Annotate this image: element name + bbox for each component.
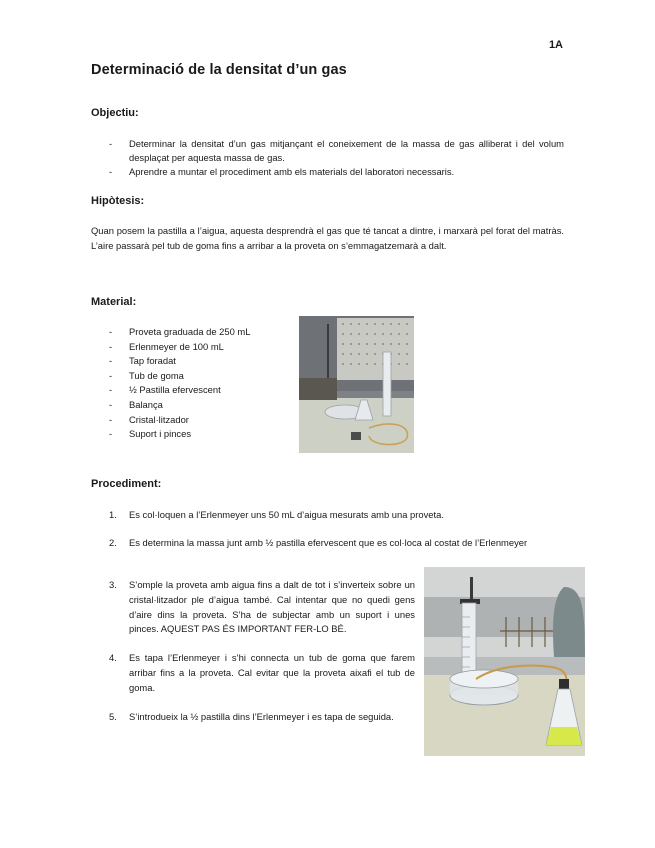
procediment-list-narrow (91, 578, 415, 724)
step-number: 5. (109, 710, 117, 722)
procediment-list-wide (91, 508, 564, 550)
list-item: - Erlenmeyer de 100 mL (91, 340, 291, 355)
list-item: - Cristal·litzador (91, 413, 291, 428)
list-item: - Aprendre a muntar el procediment amb els materials del laboratori necessaris. (91, 165, 564, 179)
list-item: - Balança (91, 398, 291, 413)
page-number: 1A (548, 39, 563, 51)
hipotesis-heading: Hipòtesis: (91, 195, 145, 207)
step-item (91, 508, 564, 522)
list-item: - ½ Pastilla efervescent (91, 383, 291, 398)
list-item: - Tub de goma (91, 369, 291, 384)
step-text: S’introdueix la ½ pastilla dins l’Erlenmeyer i es tapa de seguida. (129, 710, 394, 722)
list-item: - Suport i pinces (91, 427, 291, 442)
list-item: - Proveta graduada de 250 mL (91, 325, 291, 340)
step-number: 1. (109, 509, 117, 520)
procediment-heading: Procediment: (91, 478, 162, 490)
material-heading: Material: (91, 296, 137, 308)
setup-photo (424, 567, 585, 756)
material-list (91, 325, 291, 442)
step-item (91, 651, 415, 695)
objectiu-list (91, 137, 564, 179)
materials-photo (299, 316, 414, 453)
objectiu-heading: Objectiu: (91, 107, 139, 119)
step-item (91, 536, 564, 550)
step-text: Es col·loquen a l’Erlenmeyer uns 50 mL d’aigua mesurats amb una proveta. (129, 509, 444, 520)
step-number: 3. (109, 579, 117, 590)
hipotesis-text: Quan posem la pastilla a l’aigua, aquesta desprendrà el gas que té tancat a dintre, i marxarà pel forat del matràs. L’aire passarà pel tub de goma fins a arribar a la proveta on s’emmagatzemarà a dalt. (91, 225, 564, 251)
step-item (91, 578, 415, 637)
step-text: Es determina la massa junt amb ½ pastilla efervescent que es col·loca al costat de l’Erlenmeyer (129, 537, 528, 548)
list-item: - Determinar la densitat d’un gas mitjançant el coneixement de la massa de gas alliberat i del volum desplaçat per aquesta massa de gas. (91, 137, 564, 165)
step-text: Es tapa l’Erlenmeyer i s’hi connecta un tub de goma que farem arribar fins a la proveta. Cal evitar que la proveta aixafi el tub de goma. (129, 652, 415, 693)
step-item (91, 710, 415, 725)
step-number: 4. (109, 652, 117, 664)
list-item: - Tap foradat (91, 354, 291, 369)
step-number: 2. (109, 537, 117, 548)
document-title: Determinació de la densitat d’un gas (91, 62, 347, 78)
step-text: S’omple la proveta amb aigua fins a dalt de tot i s’inverteix sobre un cristal·litzador ple d’aigua també. Cal intentar que no quedi gens d’aire dins la proveta. S’ha de subjectar amb un suport i unes pinces. AQUEST PAS ÉS IMPORTANT FER-LO BÉ. (129, 579, 415, 635)
